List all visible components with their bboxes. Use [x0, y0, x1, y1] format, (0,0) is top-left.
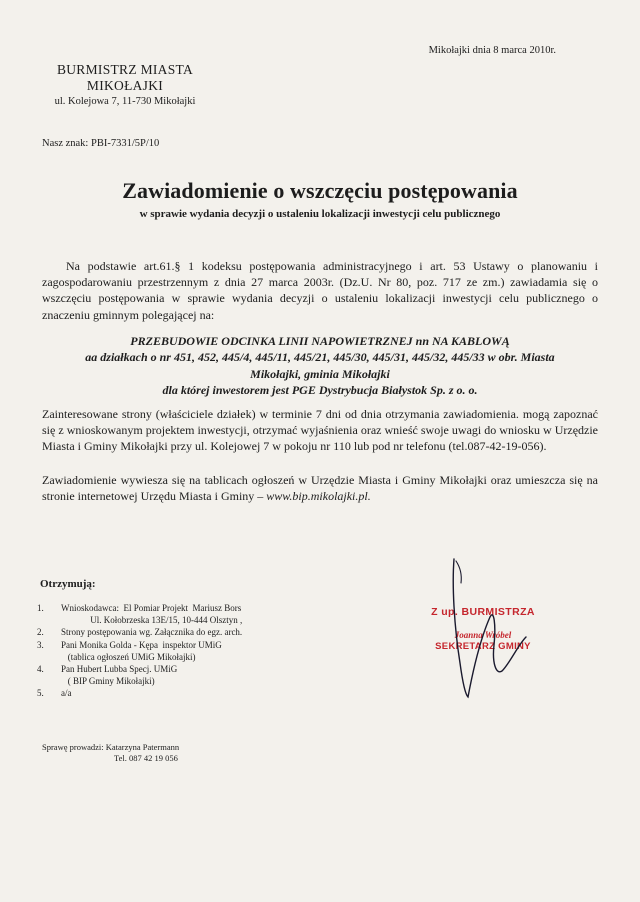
document-subtitle: w sprawie wydania decyzji o ustaleniu lokalizacji inwestycji celu publicznego — [139, 208, 501, 220]
document-title: Zawiadomienie o wszczęciu postępowania — [122, 178, 518, 203]
issuer-city: MIKOŁAJKI — [86, 78, 164, 93]
paragraph-parties: Zainteresowane strony (właściciele działek) w terminie 7 dni od dnia otrzymania zawiadomienia. mogą zapoznać się z wnioskowanym projektem inwestycji, otrzymać wyjaśnienia oraz wnieść swoje uwagi do wniosku w Urzędzie Miasta i Gminy Mikołajki przy ul. Kolejowej 7 w pokoju nr 110 lub pod nr telefonu (tel.087-42-19-056). — [42, 407, 598, 454]
prepared-by-name: Sprawę prowadzi: Katarzyna Patermann — [42, 742, 180, 752]
project-line: aa działkach o nr 451, 452, 445/4, 445/11, 445/21, 445/30, 445/31, 445/32, 445/33 w obr. Miasta — [85, 350, 555, 365]
paragraph-legal-basis: Na podstawie art.61.§ 1 kodeksu postępowania administracyjnego i art. 53 Ustawy o planowaniu i zagospodarowaniu przestrzennym z dnia 27 marca 2003r. (Dz.U. Nr 80, poz. 717 ze zm.) zawiadamia się o wszczęciu postępowania w sprawie wydania decyzji o ustaleniu lokalizacji inwestycji celu publicznego o znaczeniu gminnym polegającej na: — [42, 259, 598, 322]
list-item: Ul. Kołobrzeska 13E/15, 10-444 Olsztyn , — [61, 615, 243, 626]
prepared-by — [42, 742, 179, 764]
stamp-authority: Z up. BURMISTRZA — [431, 606, 535, 618]
list-item: 3. Pani Monika Golda - Kępa inspektor UMiG — [37, 639, 222, 650]
document-date: Mikołajki dnia 8 marca 2010r. — [428, 45, 556, 56]
publication-text: Zawiadomienie wywiesza się na tablicach ogłoszeń w Urzędzie Miasta i Gminy Mikołajki oraz umieszcza się na stronie internetowej Urzędu Miasta i Gminy – — [42, 473, 598, 504]
list-item: 5. a/a — [37, 688, 72, 699]
stamp-signatory: Joanna Wróbel — [454, 630, 512, 640]
list-item: ( BIP Gminy Mikołajki) — [61, 676, 155, 687]
stamp-position: SEKRETARZ GMINY — [435, 641, 531, 652]
project-line: PRZEBUDOWIE ODCINKA LINII NAPOWIETRZNEJ nn NA KABLOWĄ — [130, 334, 510, 348]
list-item: 2. Strony postępowania wg. Załącznika do egz. arch. — [37, 627, 243, 638]
prepared-by-phone: Tel. 087 42 19 056 — [114, 753, 178, 763]
reference-number: Nasz znak: PBI-7331/5P/10 — [42, 138, 160, 149]
issuer-title: BURMISTRZ MIASTA — [56, 62, 194, 77]
handwritten-signature — [430, 545, 540, 705]
issuer-address: ul. Kolejowa 7, 11-730 Mikołajki — [54, 96, 196, 107]
list-item: 4. Pan Hubert Lubba Specj. UMiG — [37, 664, 178, 675]
project-line: Mikołajki, gminia Mikołajki — [250, 366, 390, 381]
project-line: dla której inwestorem jest PGE Dystrybucja Białystok Sp. z o. o. — [162, 382, 478, 397]
issuer-block — [40, 62, 210, 107]
recipients-heading: Otrzymują: — [40, 578, 96, 590]
project-description — [42, 333, 598, 398]
bip-link[interactable]: www.bip.mikolajki.pl. — [266, 489, 371, 504]
paragraph-publication — [42, 472, 598, 504]
recipients-list — [37, 602, 242, 700]
list-item: (tablica ogłoszeń UMiG Mikołajki) — [61, 651, 196, 662]
list-item: 1. Wnioskodawca: El Pomiar Projekt Mariusz Bors — [37, 603, 242, 613]
